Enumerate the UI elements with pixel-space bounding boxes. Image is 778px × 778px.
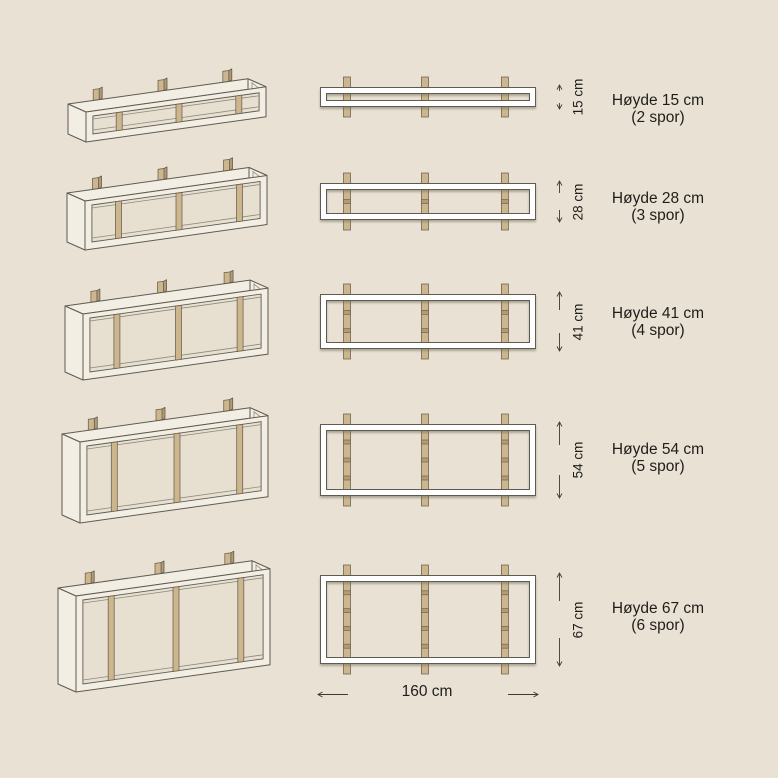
unit-title: Høyde 41 cm xyxy=(611,304,705,322)
unit-label-15cm xyxy=(592,92,724,126)
iso-view-28cm xyxy=(67,158,267,250)
unit-subtitle: (5 spor) xyxy=(631,458,685,475)
height-dimension-15cm xyxy=(557,85,562,109)
unit-label-54cm xyxy=(592,441,724,475)
unit-title: Høyde 67 cm xyxy=(611,599,705,617)
unit-subtitle: (6 spor) xyxy=(631,616,685,634)
height-dim-label-15cm: 15 cm xyxy=(570,78,586,116)
front-view-15cm xyxy=(344,77,509,117)
iso-view-15cm xyxy=(68,69,266,142)
unit-subtitle: (3 spor) xyxy=(631,206,685,224)
unit-label-28cm xyxy=(592,190,724,224)
unit-subtitle: (4 spor) xyxy=(631,321,685,339)
unit-title: Høyde 54 cm xyxy=(611,441,705,458)
height-dim-label-54cm: 54 cm xyxy=(570,441,586,479)
unit-label-67cm xyxy=(592,600,724,634)
front-view-28cm xyxy=(344,173,509,230)
height-dim-label-67cm: 67 cm xyxy=(570,601,586,638)
height-dim-label-28cm: 28 cm xyxy=(570,183,586,220)
height-dim-label-41cm: 41 cm xyxy=(570,303,586,340)
height-dimension-41cm xyxy=(557,292,562,351)
height-dimension-67cm xyxy=(557,573,562,666)
iso-view-67cm xyxy=(58,551,270,692)
height-dimension-28cm xyxy=(557,181,562,222)
unit-subtitle: (2 spor) xyxy=(631,109,685,126)
unit-label-41cm xyxy=(592,305,724,339)
iso-view-41cm xyxy=(65,270,268,380)
unit-title: Høyde 15 cm xyxy=(611,92,705,109)
height-dimension-54cm xyxy=(557,422,562,498)
unit-title: Høyde 28 cm xyxy=(611,189,705,207)
iso-view-54cm xyxy=(62,398,268,523)
width-dim-label: 160 cm xyxy=(401,683,453,700)
